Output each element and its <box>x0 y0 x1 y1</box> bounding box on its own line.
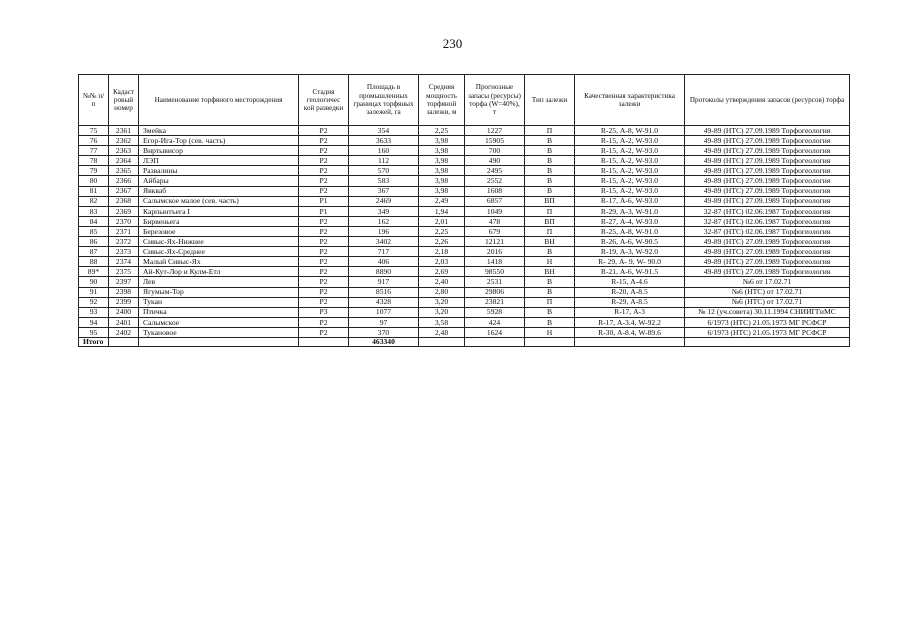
cadastral-number-cell: 2397 <box>109 277 139 287</box>
row-number-cell: 89* <box>79 267 109 277</box>
quality-cell: R-25, А-8, W-91.0 <box>575 226 685 236</box>
row-number-cell: 94 <box>79 317 109 327</box>
header-average-thickness: Средняя мощность торфяной залежи, м <box>419 75 465 126</box>
quality-cell: R-30, А-8.4, W-89.6 <box>575 327 685 337</box>
deposit-name-cell: Виртывисор <box>139 146 299 156</box>
protocol-cell: 49-89 (НТС) 27.09.1989 Торфогеология <box>685 156 850 166</box>
protocol-cell: 49-89 (НТС) 27.09.1989 Торфогеология <box>685 166 850 176</box>
total-empty-cell <box>685 337 850 346</box>
area-cell: 8516 <box>349 287 419 297</box>
reserves-cell: 98550 <box>465 267 525 277</box>
exploration-stage-cell: Р1 <box>299 196 349 206</box>
deposit-type-cell: В <box>525 277 575 287</box>
header-cadastral-number: Кадаст ровый номер <box>109 75 139 126</box>
deposit-name-cell: Ай-Кут-Лор и Кулм-Етл <box>139 267 299 277</box>
area-cell: 583 <box>349 176 419 186</box>
cadastral-number-cell: 2365 <box>109 166 139 176</box>
table-row <box>79 206 850 216</box>
reserves-cell: 679 <box>465 226 525 236</box>
exploration-stage-cell: Р2 <box>299 146 349 156</box>
thickness-cell: 2,25 <box>419 126 465 136</box>
table-row <box>79 307 850 317</box>
table-row <box>79 297 850 307</box>
deposit-type-cell: В <box>525 176 575 186</box>
quality-cell: R-15, А-4.6 <box>575 277 685 287</box>
exploration-stage-cell: Р1 <box>299 206 349 216</box>
cadastral-number-cell: 2369 <box>109 206 139 216</box>
quality-cell: R-15, А-2, W-93.0 <box>575 146 685 156</box>
quality-cell: R-15, А-2, W-93.0 <box>575 136 685 146</box>
table-row <box>79 226 850 236</box>
exploration-stage-cell: Р2 <box>299 327 349 337</box>
deposit-name-cell: Бирвеньега <box>139 216 299 226</box>
total-empty-cell <box>575 337 685 346</box>
row-number-cell: 95 <box>79 327 109 337</box>
deposit-type-cell: В <box>525 317 575 327</box>
deposit-name-cell: Айбары <box>139 176 299 186</box>
deposit-name-cell: Лев <box>139 277 299 287</box>
table-row <box>79 186 850 196</box>
protocol-cell: №6 от 17.02.71 <box>685 277 850 287</box>
deposit-name-cell: Салымское малое (сев. часть) <box>139 196 299 206</box>
protocol-cell: 6/1973 (НТС) 21.05.1973 МГ РСФСР <box>685 327 850 337</box>
quality-cell: R- 29, А- 9, W- 90.0 <box>575 257 685 267</box>
protocol-cell: 49-89 (НТС) 27.09.1989 Торфогеология <box>685 257 850 267</box>
deposit-type-cell: ВН <box>525 237 575 247</box>
exploration-stage-cell: Р2 <box>299 317 349 327</box>
area-cell: 1077 <box>349 307 419 317</box>
exploration-stage-cell: Р2 <box>299 267 349 277</box>
total-row <box>79 337 850 346</box>
cadastral-number-cell: 2367 <box>109 186 139 196</box>
row-number-cell: 76 <box>79 136 109 146</box>
deposit-type-cell: В <box>525 156 575 166</box>
quality-cell: R-17, А-6, W-93.0 <box>575 196 685 206</box>
deposit-name-cell: Салымское <box>139 317 299 327</box>
thickness-cell: 2,40 <box>419 277 465 287</box>
row-number-cell: 88 <box>79 257 109 267</box>
reserves-cell: 700 <box>465 146 525 156</box>
thickness-cell: 2,01 <box>419 216 465 226</box>
header-deposit-name: Наименование торфяного месторождения <box>139 75 299 126</box>
quality-cell: R-25, А-8, W-91.0 <box>575 126 685 136</box>
table-row <box>79 216 850 226</box>
thickness-cell: 2,26 <box>419 237 465 247</box>
thickness-cell: 2,80 <box>419 287 465 297</box>
area-cell: 160 <box>349 146 419 156</box>
table-row <box>79 267 850 277</box>
thickness-cell: 2,49 <box>419 196 465 206</box>
reserves-cell: 5928 <box>465 307 525 317</box>
reserves-cell: 1624 <box>465 327 525 337</box>
cadastral-number-cell: 2399 <box>109 297 139 307</box>
table-row <box>79 257 850 267</box>
thickness-cell: 3,98 <box>419 146 465 156</box>
cadastral-number-cell: 2361 <box>109 126 139 136</box>
deposit-name-cell: Егор-Ига-Тор (сев. часть) <box>139 136 299 146</box>
header-forecast-reserves: Прогнозные запасы (ресурсы) торфа (W=40%), т <box>465 75 525 126</box>
deposit-name-cell: Березовое <box>139 226 299 236</box>
reserves-cell: 6857 <box>465 196 525 206</box>
area-cell: 354 <box>349 126 419 136</box>
table-header-row <box>79 75 850 126</box>
protocol-cell: 49-89 (НТС) 27.09.1989 Торфогеология <box>685 136 850 146</box>
deposit-type-cell: В <box>525 136 575 146</box>
header-area: Площадь в промышленных границах торфяных залежей, га <box>349 75 419 126</box>
exploration-stage-cell: Р2 <box>299 297 349 307</box>
area-cell: 97 <box>349 317 419 327</box>
reserves-cell: 23821 <box>465 297 525 307</box>
table-row <box>79 176 850 186</box>
row-number-cell: 90 <box>79 277 109 287</box>
cadastral-number-cell: 2374 <box>109 257 139 267</box>
row-number-cell: 91 <box>79 287 109 297</box>
deposit-type-cell: В <box>525 247 575 257</box>
thickness-cell: 3,98 <box>419 166 465 176</box>
deposit-name-cell: Сивыс-Ях-Нижнее <box>139 237 299 247</box>
table-body <box>79 126 850 338</box>
reserves-cell: 2016 <box>465 247 525 257</box>
reserves-cell: 29806 <box>465 287 525 297</box>
quality-cell: R-15, А-2, W-93.0 <box>575 176 685 186</box>
table-row <box>79 247 850 257</box>
cadastral-number-cell: 2400 <box>109 307 139 317</box>
table-row <box>79 126 850 136</box>
deposit-type-cell: П <box>525 226 575 236</box>
deposit-type-cell: В <box>525 166 575 176</box>
total-empty-cell <box>465 337 525 346</box>
row-number-cell: 93 <box>79 307 109 317</box>
exploration-stage-cell: Р2 <box>299 226 349 236</box>
exploration-stage-cell: Р2 <box>299 257 349 267</box>
quality-cell: R-17, А-3.4, W-92.2 <box>575 317 685 327</box>
cadastral-number-cell: 2398 <box>109 287 139 297</box>
cadastral-number-cell: 2363 <box>109 146 139 156</box>
area-cell: 162 <box>349 216 419 226</box>
quality-cell: R-26, А-6, W-90.5 <box>575 237 685 247</box>
quality-cell: R-19, А-3, W-92.0 <box>575 247 685 257</box>
total-area: 463340 <box>349 337 419 346</box>
total-empty-cell <box>525 337 575 346</box>
total-empty-cell <box>139 337 299 346</box>
exploration-stage-cell: Р2 <box>299 126 349 136</box>
thickness-cell: 1,94 <box>419 206 465 216</box>
total-label: Итого <box>79 337 109 346</box>
thickness-cell: 3,20 <box>419 307 465 317</box>
row-number-cell: 81 <box>79 186 109 196</box>
area-cell: 196 <box>349 226 419 236</box>
cadastral-number-cell: 2372 <box>109 237 139 247</box>
thickness-cell: 2,69 <box>419 267 465 277</box>
header-number: №№ п/п <box>79 75 109 126</box>
deposit-name-cell: Змейка <box>139 126 299 136</box>
exploration-stage-cell: Р2 <box>299 277 349 287</box>
thickness-cell: 3,98 <box>419 176 465 186</box>
protocol-cell: 32-87 (НТС) 02.06.1987 Торфогеология <box>685 216 850 226</box>
thickness-cell: 2,18 <box>419 247 465 257</box>
area-cell: 4328 <box>349 297 419 307</box>
protocol-cell: 49-89 (НТС) 27.09.1989 Торфогеология <box>685 196 850 206</box>
row-number-cell: 85 <box>79 226 109 236</box>
thickness-cell: 3,98 <box>419 136 465 146</box>
protocol-cell: 49-89 (НТС) 27.09.1989 Торфогеология <box>685 146 850 156</box>
exploration-stage-cell: Р2 <box>299 136 349 146</box>
protocol-cell: 49-89 (НТС) 27.09.1989 Торфогеология <box>685 247 850 257</box>
cadastral-number-cell: 2366 <box>109 176 139 186</box>
protocol-cell: 49-89 (НТС) 27.09.1989 Торфогеология <box>685 176 850 186</box>
area-cell: 406 <box>349 257 419 267</box>
protocol-cell: 32-87 (НТС) 02.06.1987 Торфогеология <box>685 226 850 236</box>
protocol-cell: №6 (НТС) от 17.02.71 <box>685 287 850 297</box>
cadastral-number-cell: 2371 <box>109 226 139 236</box>
area-cell: 3633 <box>349 136 419 146</box>
deposit-name-cell: Развалины <box>139 166 299 176</box>
row-number-cell: 82 <box>79 196 109 206</box>
deposit-type-cell: В <box>525 146 575 156</box>
area-cell: 717 <box>349 247 419 257</box>
reserves-cell: 1608 <box>465 186 525 196</box>
exploration-stage-cell: Р2 <box>299 176 349 186</box>
quality-cell: R-15, А-2, W-93.0 <box>575 166 685 176</box>
area-cell: 112 <box>349 156 419 166</box>
deposit-type-cell: П <box>525 206 575 216</box>
reserves-cell: 1049 <box>465 206 525 216</box>
area-cell: 2469 <box>349 196 419 206</box>
row-number-cell: 84 <box>79 216 109 226</box>
quality-cell: R-20, А-8.5 <box>575 287 685 297</box>
deposit-type-cell: ВП <box>525 216 575 226</box>
peat-deposits-table <box>78 74 850 347</box>
deposit-type-cell: Н <box>525 257 575 267</box>
deposit-name-cell: Тукановое <box>139 327 299 337</box>
deposit-name-cell: Карпынтъега I <box>139 206 299 216</box>
row-number-cell: 79 <box>79 166 109 176</box>
deposit-name-cell: Сивыс-Ях-Среднее <box>139 247 299 257</box>
deposit-type-cell: В <box>525 287 575 297</box>
exploration-stage-cell: Р2 <box>299 287 349 297</box>
reserves-cell: 2552 <box>465 176 525 186</box>
deposit-type-cell: В <box>525 307 575 317</box>
cadastral-number-cell: 2401 <box>109 317 139 327</box>
quality-cell: R-29, А-8.5 <box>575 297 685 307</box>
table-row <box>79 327 850 337</box>
table-row <box>79 277 850 287</box>
reserves-cell: 15905 <box>465 136 525 146</box>
quality-cell: R-15, А-2, W-93.0 <box>575 156 685 166</box>
deposit-type-cell: ВН <box>525 267 575 277</box>
row-number-cell: 80 <box>79 176 109 186</box>
reserves-cell: 2531 <box>465 277 525 287</box>
cadastral-number-cell: 2402 <box>109 327 139 337</box>
area-cell: 917 <box>349 277 419 287</box>
reserves-cell: 1227 <box>465 126 525 136</box>
protocol-cell: 32-87 (НТС) 02.06.1987 Торфогеология <box>685 206 850 216</box>
deposit-type-cell: П <box>525 297 575 307</box>
exploration-stage-cell: Р2 <box>299 166 349 176</box>
thickness-cell: 2,03 <box>419 257 465 267</box>
header-deposit-type: Тип залежи <box>525 75 575 126</box>
reserves-cell: 2495 <box>465 166 525 176</box>
header-exploration-stage: Стадия геологичес кой разведки <box>299 75 349 126</box>
thickness-cell: 3,58 <box>419 317 465 327</box>
area-cell: 3402 <box>349 237 419 247</box>
protocol-cell: 6/1973 (НТС) 21.05.1973 МГ РСФСР <box>685 317 850 327</box>
table-row <box>79 136 850 146</box>
thickness-cell: 2,25 <box>419 226 465 236</box>
row-number-cell: 77 <box>79 146 109 156</box>
quality-cell: R-17, А-3 <box>575 307 685 317</box>
deposit-name-cell: Малый Сивыс-Ях <box>139 257 299 267</box>
row-number-cell: 78 <box>79 156 109 166</box>
protocol-cell: №6 (НТС) от 17.02.71 <box>685 297 850 307</box>
thickness-cell: 3,98 <box>419 156 465 166</box>
reserves-cell: 424 <box>465 317 525 327</box>
exploration-stage-cell: Р2 <box>299 186 349 196</box>
deposit-type-cell: ВП <box>525 196 575 206</box>
total-empty-cell <box>299 337 349 346</box>
deposit-type-cell: В <box>525 186 575 196</box>
row-number-cell: 83 <box>79 206 109 216</box>
cadastral-number-cell: 2370 <box>109 216 139 226</box>
protocol-cell: 49-89 (НТС) 27.09.1989 Торфогеология <box>685 126 850 136</box>
cadastral-number-cell: 2373 <box>109 247 139 257</box>
total-empty-cell <box>419 337 465 346</box>
cadastral-number-cell: 2364 <box>109 156 139 166</box>
protocol-cell: 49-89 (НТС) 27.09.1989 Торфогеология <box>685 186 850 196</box>
cadastral-number-cell: 2368 <box>109 196 139 206</box>
exploration-stage-cell: Р2 <box>299 247 349 257</box>
table-row <box>79 166 850 176</box>
deposit-type-cell: Н <box>525 327 575 337</box>
cadastral-number-cell: 2375 <box>109 267 139 277</box>
thickness-cell: 2,48 <box>419 327 465 337</box>
protocol-cell: № 12 (уч.совета) 30.11.1994 СНИИГГиМС <box>685 307 850 317</box>
deposit-type-cell: П <box>525 126 575 136</box>
deposit-name-cell: Ягумым-Тор <box>139 287 299 297</box>
area-cell: 349 <box>349 206 419 216</box>
header-protocols: Протоколы утверждения запасов (ресурсов) торфа <box>685 75 850 126</box>
row-number-cell: 86 <box>79 237 109 247</box>
table-row <box>79 287 850 297</box>
protocol-cell: 49-89 (НТС) 27.09.1989 Торфогеология <box>685 267 850 277</box>
area-cell: 570 <box>349 166 419 176</box>
row-number-cell: 87 <box>79 247 109 257</box>
quality-cell: R-15, А-2, W-93.0 <box>575 186 685 196</box>
exploration-stage-cell: Р3 <box>299 307 349 317</box>
table-row <box>79 237 850 247</box>
exploration-stage-cell: Р2 <box>299 237 349 247</box>
header-quality: Качественная характеристика залежи <box>575 75 685 126</box>
reserves-cell: 1418 <box>465 257 525 267</box>
total-empty-cell <box>109 337 139 346</box>
deposit-name-cell: Явкваб <box>139 186 299 196</box>
reserves-cell: 12121 <box>465 237 525 247</box>
cadastral-number-cell: 2362 <box>109 136 139 146</box>
row-number-cell: 75 <box>79 126 109 136</box>
table-row <box>79 317 850 327</box>
exploration-stage-cell: Р2 <box>299 216 349 226</box>
protocol-cell: 49-89 (НТС) 27.09.1989 Торфогеология <box>685 237 850 247</box>
exploration-stage-cell: Р2 <box>299 156 349 166</box>
quality-cell: R-21, А-6, W-91.5 <box>575 267 685 277</box>
table-row <box>79 196 850 206</box>
area-cell: 370 <box>349 327 419 337</box>
area-cell: 8890 <box>349 267 419 277</box>
deposit-name-cell: Птичка <box>139 307 299 317</box>
table-row <box>79 146 850 156</box>
thickness-cell: 3,20 <box>419 297 465 307</box>
thickness-cell: 3,98 <box>419 186 465 196</box>
deposit-name-cell: Тукан <box>139 297 299 307</box>
deposit-name-cell: ЛЭП <box>139 156 299 166</box>
page-number: 230 <box>442 36 463 51</box>
quality-cell: R-27, А-4, W-93.0 <box>575 216 685 226</box>
row-number-cell: 92 <box>79 297 109 307</box>
reserves-cell: 490 <box>465 156 525 166</box>
reserves-cell: 478 <box>465 216 525 226</box>
area-cell: 367 <box>349 186 419 196</box>
table-row <box>79 156 850 166</box>
quality-cell: R-29, А-3, W-91.0 <box>575 206 685 216</box>
